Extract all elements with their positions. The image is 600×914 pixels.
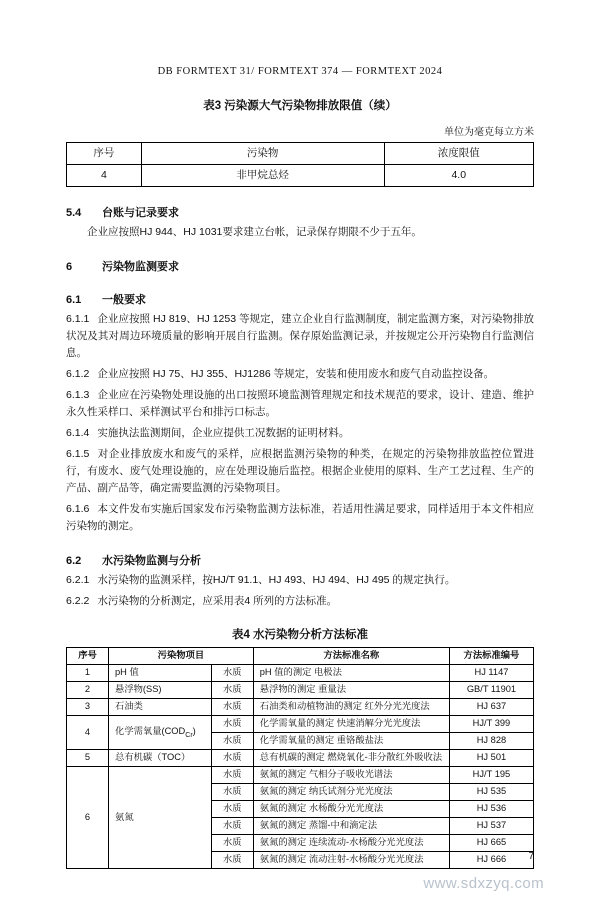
- cell-method-name: 氨氮的测定 水杨酸分光光度法: [253, 801, 449, 818]
- cell-method-name: 悬浮物的测定 重量法: [253, 682, 449, 699]
- cell-item: 化学需氧量$(COD_{Cr})$: [109, 716, 212, 750]
- cell-medium: 水质: [211, 733, 253, 750]
- cell-medium: 水质: [211, 665, 253, 682]
- cell-method-name: 化学需氧量的测定 快速消解分光光度法: [253, 716, 449, 733]
- document-page: [0, 66, 600, 914]
- paragraph-text: 对企业排放废水和废气的采样，应根据监测污染物的种类，在规定的污染物排放监控位置进行，有废水、废气处理设施的，应在处理设施后监控。根据企业使用的原料、生产工艺过程、生产的产品、副产品等，确定需要监测的污染物项目。: [66, 448, 534, 494]
- paragraph-6-1-1: [66, 311, 534, 362]
- cell-method-name: 氨氮的测定 蒸馏-中和滴定法: [253, 818, 449, 835]
- cell-medium: 水质: [211, 818, 253, 835]
- cell-seq: 6: [67, 767, 109, 869]
- cell-method-code: GB/T 11901: [449, 682, 533, 699]
- paragraph-label: 6.1.5: [66, 448, 90, 460]
- cell-seq: 1: [67, 665, 109, 682]
- cell-method-code: HJ/T 195: [449, 767, 533, 784]
- table-row: [67, 716, 534, 733]
- cell-method-name: 化学需氧量的测定 重铬酸盐法: [253, 733, 449, 750]
- page-number: 7: [528, 851, 534, 862]
- table-row: [67, 682, 534, 699]
- table-row: [67, 165, 534, 187]
- paragraph-6-2-2: [66, 593, 534, 610]
- cell-seq: 3: [67, 699, 109, 716]
- section-title: 台账与记录要求: [102, 207, 179, 219]
- column-header-seq: 序号: [67, 648, 109, 665]
- paragraph-label: 6.1.3: [66, 389, 90, 401]
- section-number: 6.2: [66, 555, 82, 567]
- section-heading-6: [66, 258, 534, 274]
- section-heading-6-1: [66, 291, 534, 307]
- paragraph-label: 6.1.1: [66, 313, 90, 325]
- table4-caption: 表4 水污染物分析方法标准: [231, 629, 369, 641]
- cell-seq: 2: [67, 682, 109, 699]
- cell-method-code: HJ 535: [449, 784, 533, 801]
- table-row: [67, 767, 534, 784]
- cell-method-code: HJ 666: [449, 852, 533, 869]
- cell-medium: 水质: [211, 801, 253, 818]
- cell-method-code: HJ/T 399: [449, 716, 533, 733]
- column-header-item: 污染物项目: [109, 648, 254, 665]
- table3-unit-note: 单位为毫克每立方米: [444, 127, 534, 138]
- section-title: 水污染物监测与分析: [102, 555, 201, 567]
- table3: [66, 142, 534, 187]
- cell-medium: 水质: [211, 716, 253, 733]
- cell-item: 石油类: [109, 699, 212, 716]
- paragraph-label: 6.1.4: [66, 427, 90, 439]
- paragraph-text: 企业应按照 HJ 75、HJ 355、HJ1286 等规定，安装和使用废水和废气自动监控设备。: [97, 368, 495, 380]
- paragraph-text: 企业应在污染物处理设施的出口按照环境监测管理规定和技术规范的要求，设计、建造、维护永久性采样口、采样测试平台和排污口标志。: [66, 389, 534, 418]
- paragraph-6-1-6: [66, 501, 534, 535]
- cell-seq: 4: [67, 165, 142, 187]
- cell-medium: 水质: [211, 835, 253, 852]
- paragraph-text: 本文件发布实施后国家发布污染物监测方法标准，若适用性满足要求，同样适用于本文件相应污染物的测定。: [66, 503, 534, 532]
- cell-method-name: pH 值的测定 电极法: [253, 665, 449, 682]
- cell-method-name: 总有机碳的测定 燃烧氧化-非分散红外吸收法: [253, 750, 449, 767]
- page-header: DB FORMTEXT 31/ FORMTEXT 374 — FORMTEXT 2024: [157, 66, 443, 77]
- column-header-seq: 序号: [67, 143, 142, 165]
- cell-medium: 水质: [211, 852, 253, 869]
- table-row: [67, 750, 534, 767]
- cell-method-code: HJ 828: [449, 733, 533, 750]
- section-number: 6.1: [66, 294, 82, 306]
- cell-method-code: HJ 1147: [449, 665, 533, 682]
- table-row: [67, 665, 534, 682]
- cell-method-code: HJ 665: [449, 835, 533, 852]
- cell-method-code: HJ 536: [449, 801, 533, 818]
- cell-limit: 4.0: [384, 165, 533, 187]
- table-header-row: [67, 143, 534, 165]
- cell-method-code: HJ 501: [449, 750, 533, 767]
- cell-item: 氨氮: [109, 767, 212, 869]
- section-heading-6-2: [66, 552, 534, 568]
- paragraph-label: 6.1.6: [66, 503, 90, 515]
- cell-seq: 4: [67, 716, 109, 750]
- paragraph-label: 6.2.2: [66, 595, 90, 607]
- paragraph-label: 6.1.2: [66, 368, 90, 380]
- cell-medium: 水质: [211, 699, 253, 716]
- cell-method-name: 氨氮的测定 流动注射-水杨酸分光光度法: [253, 852, 449, 869]
- table4: [66, 647, 534, 869]
- paragraph-6-1-3: [66, 387, 534, 421]
- paragraph-6-1-4: [66, 425, 534, 442]
- cell-method-code: HJ 637: [449, 699, 533, 716]
- cell-method-code: HJ 537: [449, 818, 533, 835]
- paragraph-text: 水污染物的分析测定，应采用表4 所列的方法标准。: [97, 595, 338, 607]
- watermark: www.sdxzyq.com: [423, 875, 544, 892]
- cell-item: 悬浮物(SS): [109, 682, 212, 699]
- section-title: 污染物监测要求: [102, 261, 179, 273]
- paragraph-text: 实施执法监测期间，企业应提供工况数据的证明材料。: [97, 427, 350, 439]
- table-row: [67, 699, 534, 716]
- paragraph-6-2-1: [66, 572, 534, 589]
- cell-method-name: 氨氮的测定 气相分子吸收光谱法: [253, 767, 449, 784]
- paragraph-text: 企业应按照 HJ 819、HJ 1253 等规定，建立企业自行监测制度，制定监测方案，对污染物排放状况及其对周边环境质量的影响开展自行监测。保存原始监测记录，并按规定公开污染物自行监测信息。: [66, 313, 534, 359]
- cell-method-name: 氨氮的测定 纳氏试剂分光光度法: [253, 784, 449, 801]
- table-header-row: [67, 648, 534, 665]
- cell-medium: 水质: [211, 767, 253, 784]
- section-number: 5.4: [66, 207, 82, 219]
- paragraph-5-4-1: 企业应按照HJ 944、HJ 1031要求建立台帐，记录保存期限不少于五年。: [87, 226, 422, 238]
- section-number: 6: [66, 261, 73, 273]
- cell-medium: 水质: [211, 784, 253, 801]
- cell-medium: 水质: [211, 750, 253, 767]
- cell-pollutant: 非甲烷总烃: [141, 165, 384, 187]
- section-heading-5-4: [66, 204, 534, 220]
- cell-item: 总有机碳（TOC）: [109, 750, 212, 767]
- table3-caption: 表3 污染源大气污染物排放限值（续）: [203, 100, 397, 112]
- cell-item: pH 值: [109, 665, 212, 682]
- section-title: 一般要求: [102, 294, 146, 306]
- cell-method-name: 石油类和动植物油的测定 红外分光光度法: [253, 699, 449, 716]
- column-header-pollutant: 污染物: [141, 143, 384, 165]
- paragraph-6-1-5: [66, 446, 534, 497]
- cell-method-name: 氨氮的测定 连续流动-水杨酸分光光度法: [253, 835, 449, 852]
- paragraph-6-1-2: [66, 366, 534, 383]
- paragraph-label: 6.2.1: [66, 574, 90, 586]
- paragraph-text: 水污染物的监测采样，按HJ/T 91.1、HJ 493、HJ 494、HJ 495 的规定执行。: [97, 574, 456, 586]
- cell-seq: 5: [67, 750, 109, 767]
- column-header-method-code: 方法标准编号: [449, 648, 533, 665]
- column-header-limit: 浓度限值: [384, 143, 533, 165]
- cell-medium: 水质: [211, 682, 253, 699]
- column-header-method-name: 方法标准名称: [253, 648, 449, 665]
